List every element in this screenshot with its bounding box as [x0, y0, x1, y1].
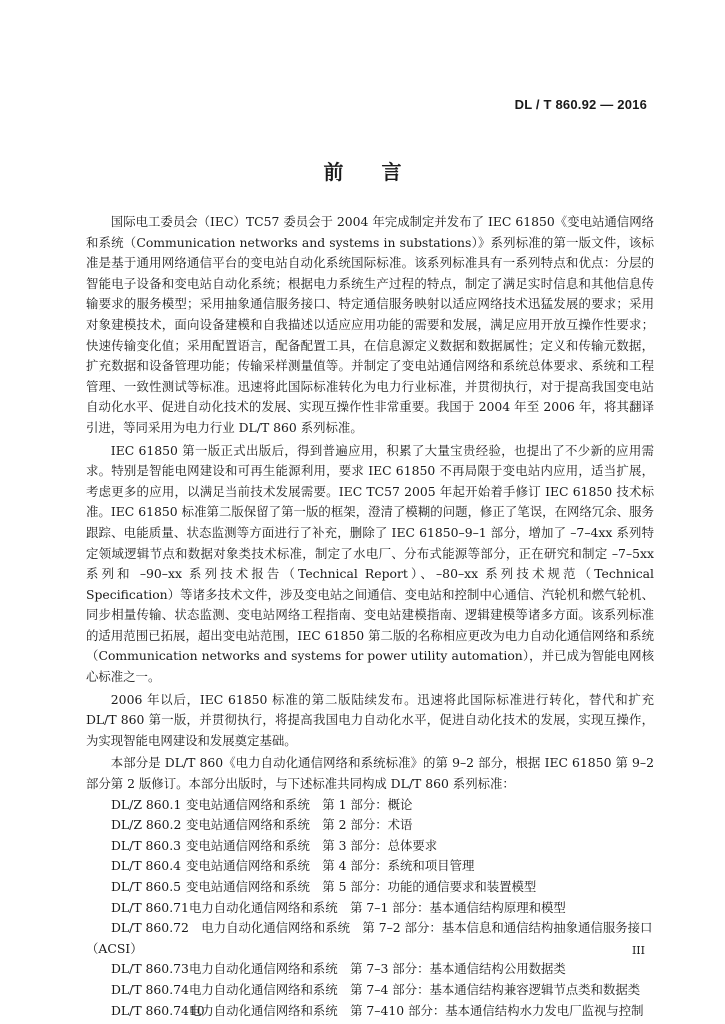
standard-code: DL/T 860.72	[111, 920, 189, 936]
list-item	[86, 815, 654, 836]
standard-title: 变电站通信网络和系统 第 4 部分：系统和项目管理	[186, 858, 475, 874]
standard-title: 变电站通信网络和系统 第 3 部分：总体要求	[186, 837, 438, 853]
paragraph: 2006 年以后，IEC 61850 标准的第二版陆续发布。迅速将此国际标准进行转化，替代和扩充 DL/T 860 第一版，并贯彻执行，将提高我国电力自动化水平，促进自动化技术的发展，实现互操作，为实现智能电网建设和发展奠定基础。	[86, 691, 654, 748]
list-item	[86, 836, 654, 857]
standard-title: 变电站通信网络和系统 第 2 部分：术语	[186, 817, 413, 833]
paragraph: IEC 61850 第一版正式出版后，得到普遍应用，积累了大量宝贵经验，也提出了不少新的应用需求。特别是智能电网建设和可再生能源利用，要求 IEC 61850 不再局限于变电站内应用，适当扩展，考虑更多的应用，以满足当前技术发展需要。IEC TC57 2005 年起开始着手修订 IEC 61850 技术标准。IEC 61850 标准第二版保留了第一版的框架，澄清了模糊的问题，修正了笔误，在网络冗余、服务跟踪、电能质量、状态监测等方面进行了补充，删除了 IEC 61850–9–1 部分，增加了 –7–4xx 系列特定领域逻辑节点和数据对象类技术标准，制定了水电厂、分布式能源等部分，正在研究和制定 –7–5xx 系列和 –90–xx 系列技术报告（Technical Report）、–80–xx 系列技术规范（Technical Specification）等诸多技术文件，涉及变电站之间通信、变电站和控制中心通信、汽轮机和燃气轮机、同步相量传输、状态监测、变电站网络工程指南、变电站建模指南、逻辑建模等诸多方面。该系列标准的适用范围已拓展，超出变电站范围，IEC 61850 第二版的名称相应更改为电力自动化通信网络和系统（Communication networks and systems for power utility automation），并已成为智能电网核心标准之一。	[86, 442, 654, 685]
standard-code: DL/T 860.7410	[111, 1002, 205, 1018]
standard-title: 变电站通信网络和系统 第 5 部分：功能的通信要求和装置模型	[186, 879, 537, 894]
standard-number: DL / T 860.92 — 2016	[514, 97, 647, 112]
standard-title: 电力自动化通信网络和系统 第 7–4 部分：基本通信结构兼容逻辑节点类和数据类	[189, 981, 641, 997]
standard-title: 电力自动化通信网络和系统 第 7–3 部分：基本通信结构公用数据类	[189, 961, 566, 977]
paragraph: 国际电工委员会（IEC）TC57 委员会于 2004 年完成制定并发布了 IEC 61850《变电站通信网络和系统（Communication networks and systems in substations）》系列标准的第一版文件，该标准是基于通用网络通信平台的变电站自动化系统国际标准。该系列标准具有一系列特点和优点：分层的智能电子设备和变电站自动化系统；根据电力系统生产过程的特点，制定了满足实时信息和其他信息传输要求的服务模型；采用抽象通信服务接口、特定通信服务映射以适应网络技术迅猛发展的要求；采用对象建模技术，面向设备建模和自我描述以适应应用功能的需要和发展，满足应用开放互操作性要求；快速传输变化值；采用配置语言，配备配置工具，在信息源定义数据和数据属性；定义和传输元数据，扩充数据和设备管理功能；传输采样测量值等。并制定了变电站通信网络和系统总体要求、系统和工程管理、一致性测试等标准。迅速将此国际标准转化为电力行业标准，并贯彻执行，对于提高我国变电站自动化水平、促进自动化技术的发展、实现互操作性非常重要。我国于 2004 年至 2006 年，将其翻译引进，等同采用为电力行业 DL/T 860 系列标准。	[86, 214, 654, 435]
list-item	[86, 877, 654, 898]
standard-title: 变电站通信网络和系统 第 1 部分：概论	[186, 796, 413, 812]
standard-code: DL/Z 860.2	[111, 817, 182, 833]
list-item	[86, 856, 654, 877]
standard-code: DL/T 860.3	[111, 837, 182, 853]
standard-code: DL/T 860.4	[111, 858, 182, 874]
list-item	[86, 898, 654, 919]
standard-title: 电力自动化通信网络和系统 第 7–1 部分：基本通信结构原理和模型	[189, 899, 566, 915]
standard-code: DL/Z 860.1	[111, 796, 182, 812]
list-item	[86, 959, 654, 980]
list-item	[86, 795, 654, 816]
standard-code: DL/T 860.71	[111, 899, 189, 915]
standard-title: 电力自动化通信网络和系统 第 7–410 部分：基本通信结构水力发电厂监视与控制	[189, 1002, 644, 1018]
standard-code: DL/T 860.73	[111, 961, 189, 977]
list-item	[86, 918, 654, 959]
page-number: III	[631, 944, 645, 957]
page-title: 前言	[323, 160, 440, 184]
standard-code: DL/T 860.5	[111, 879, 182, 894]
list-item	[86, 1001, 654, 1022]
standard-code: DL/T 860.74	[111, 981, 189, 997]
paragraph: 本部分是 DL/T 860《电力自动化通信网络和系统标准》的第 9–2 部分，根据 IEC 61850 第 9–2 部分第 2 版修订。本部分出版时，与下述标准共同构成 DL/T 860 系列标准：	[86, 755, 654, 792]
standard-title: 电力自动化通信网络和系统 第 7–2 部分：基本信息和通信结构抽象通信服务接口（ACSI）	[86, 920, 653, 956]
document-body	[86, 212, 654, 1021]
list-item	[86, 980, 654, 1001]
standards-list	[86, 795, 654, 1022]
